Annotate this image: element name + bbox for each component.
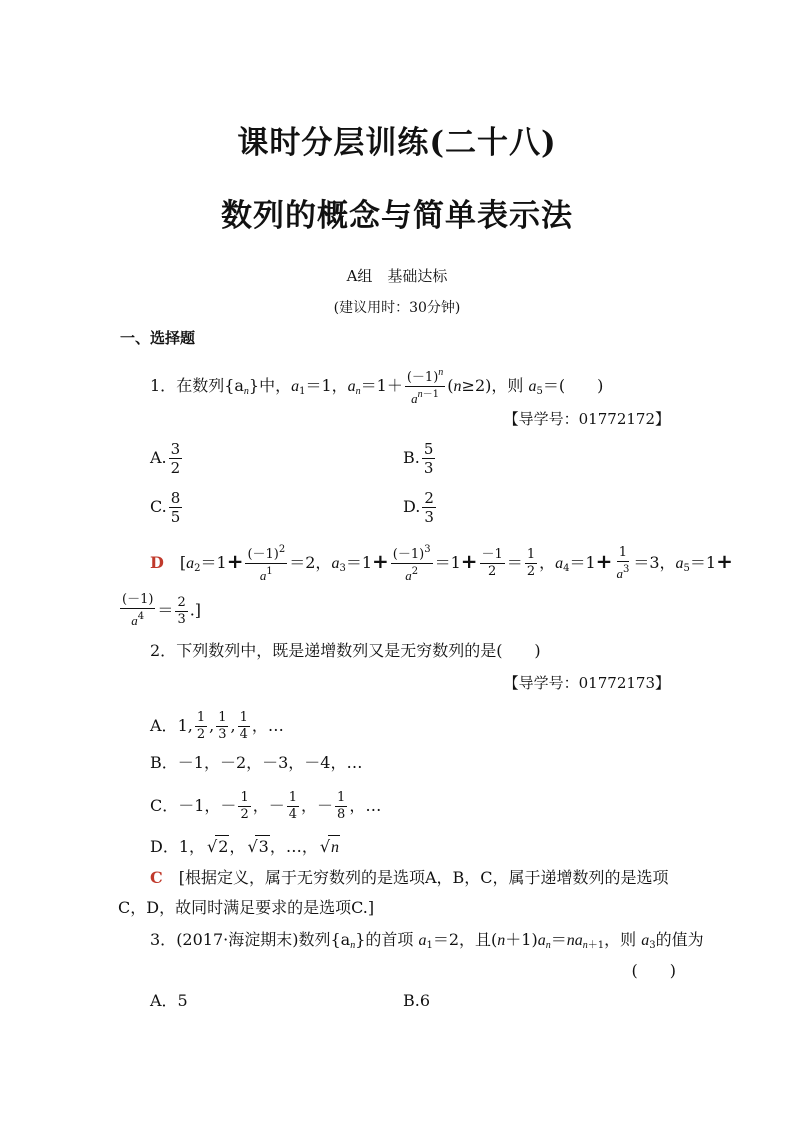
section-heading: 一、选择题 <box>120 329 196 347</box>
question-text: (2017·海淀期末)数列{a <box>176 930 351 949</box>
option-a: A．1, $\frac{1}{2}$ , $\frac{1}{3}$ , $\frac{1}{4}$ ，… <box>150 710 284 742</box>
reference-number: 【导学号：01772172】 <box>503 410 670 428</box>
option-a: A．5 <box>150 991 188 1010</box>
fraction: $\frac{(-1)^n}{a^{n-1}}$ <box>406 367 444 406</box>
answer-blank: ( ) <box>631 961 676 980</box>
reference-number: 【导学号：01772173】 <box>503 674 670 692</box>
answer-2 <box>150 867 669 889</box>
option-c: C．－1，－ $\frac{1}{2}$ ，－ $\frac{1}{4}$ ，－ $\frac{1}{8}$ ，… <box>150 790 382 822</box>
option-b: B．－1，－2，－3，－4，… <box>150 753 363 772</box>
page-subtitle: 数列的概念与简单表示法 <box>221 198 573 234</box>
question-number: 3． <box>150 930 177 949</box>
option-b: B.6 <box>403 991 431 1010</box>
answer-1: D [$a_2=1+$ $\frac{(-1)^2}{a^1}$ ＝2，$a_3=1+$ $\frac{(-1)^3}{a^2}$ ＝1+ $\frac{-1}{2}$ ＝ $\frac{1}{2}$ ，$a_4=1+$ $\frac{1}{a^3}$ ＝3，$a_5=1+$ <box>150 544 733 583</box>
question-3: 3．(2017·海淀期末)数列$\{a_n\}$的首项 $a_1=2$，且$(n+1)a_n=na_{n+1}$，则 $a_3$的值为 <box>150 930 704 951</box>
time-hint: (建议用时：30分钟) <box>333 300 461 316</box>
option-d: D．1，√ 2，√ 3，…，√ n <box>150 835 340 859</box>
option-c: C. $\frac{8}{5}$ <box>150 489 181 526</box>
question-text: 在数列{a <box>176 376 244 395</box>
question-number: 1． <box>150 376 177 395</box>
question-2 <box>150 640 541 662</box>
question-1: 1．在数列$\{a_n\}$中，$a_1=1$，$a_n=1+$ $\frac{(-1)^n}{a^{n-1}}$ (n≥2)，则 $a_5=$( ) <box>150 367 604 406</box>
option-a: A. $\frac{3}{2}$ <box>150 440 181 477</box>
option-b: B. $\frac{5}{3}$ <box>403 440 434 477</box>
answer-letter: D <box>150 553 164 572</box>
answer-1-cont: $\frac{(-1)}{a^4}$ ＝ $\frac{2}{3}$ .] <box>122 592 202 628</box>
question-number: 2． <box>150 641 177 660</box>
group-heading: A组 基础达标 <box>346 267 448 285</box>
answer-2-cont: C，D，故同时满足要求的是选项C.] <box>118 898 375 917</box>
answer-explanation: [根据定义，属于无穷数列的是选项A，B，C，属于递增数列的是选项 <box>178 868 669 887</box>
answer-letter: C <box>150 868 163 887</box>
page-title: 课时分层训练(二十八) <box>237 125 557 161</box>
option-d: D. $\frac{2}{3}$ <box>403 489 434 526</box>
question-text: 下列数列中，既是递增数列又是无穷数列的是( ) <box>176 641 541 660</box>
